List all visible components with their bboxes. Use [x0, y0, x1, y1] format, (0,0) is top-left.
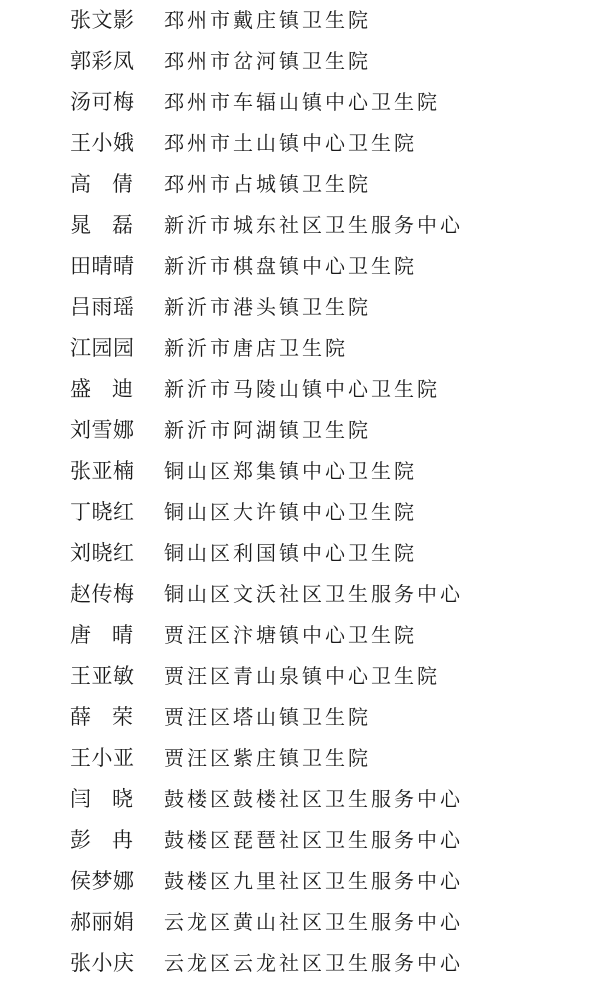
list-item: [0, 492, 600, 532]
person-name: 汤可梅: [70, 90, 135, 114]
person-name: 王小娥: [70, 131, 135, 155]
work-unit: 贾汪区青山泉镇中心卫生院: [164, 664, 440, 688]
list-item: [0, 533, 600, 573]
list-item: [0, 123, 600, 163]
work-unit: 邳州市车辐山镇中心卫生院: [164, 90, 440, 114]
person-name: 吕雨瑶: [70, 295, 135, 319]
person-name: 张小庆: [70, 951, 135, 975]
list-item: [0, 820, 600, 860]
work-unit: 鼓楼区琵琶社区卫生服务中心: [164, 828, 463, 852]
person-name: 高倩: [70, 172, 154, 196]
person-name: 郝丽娟: [70, 910, 135, 934]
work-unit: 邳州市岔河镇卫生院: [164, 49, 371, 73]
person-name: 侯梦娜: [70, 869, 135, 893]
list-item: [0, 697, 600, 737]
work-unit: 铜山区郑集镇中心卫生院: [164, 459, 417, 483]
person-name: 晁磊: [70, 213, 154, 237]
person-name: 郭彩凤: [70, 49, 135, 73]
work-unit: 新沂市棋盘镇中心卫生院: [164, 254, 417, 278]
person-name: 薛荣: [70, 705, 154, 729]
work-unit: 鼓楼区鼓楼社区卫生服务中心: [164, 787, 463, 811]
list-item: [0, 779, 600, 819]
person-name: 王小亚: [70, 746, 135, 770]
person-name: 王亚敏: [70, 664, 135, 688]
list-item: [0, 164, 600, 204]
list-item: [0, 82, 600, 122]
work-unit: 鼓楼区九里社区卫生服务中心: [164, 869, 463, 893]
work-unit: 新沂市唐店卫生院: [164, 336, 348, 360]
work-unit: 邳州市土山镇中心卫生院: [164, 131, 417, 155]
work-unit: 云龙区云龙社区卫生服务中心: [164, 951, 463, 975]
work-unit: 新沂市阿湖镇卫生院: [164, 418, 371, 442]
person-name: 刘雪娜: [70, 418, 135, 442]
person-name: 盛迪: [70, 377, 154, 401]
list-item: [0, 287, 600, 327]
list-item: [0, 902, 600, 942]
list-item: [0, 0, 600, 40]
work-unit: 贾汪区塔山镇卫生院: [164, 705, 371, 729]
list-item: [0, 205, 600, 245]
work-unit: 铜山区大许镇中心卫生院: [164, 500, 417, 524]
list-item: [0, 861, 600, 901]
person-name: 江园园: [70, 336, 135, 360]
person-name: 刘晓红: [70, 541, 135, 565]
work-unit: 新沂市马陵山镇中心卫生院: [164, 377, 440, 401]
list-item: [0, 41, 600, 81]
list-item: [0, 738, 600, 778]
person-name: 闫晓: [70, 787, 154, 811]
person-name: 张亚楠: [70, 459, 135, 483]
work-unit: 铜山区文沃社区卫生服务中心: [164, 582, 463, 606]
work-unit: 贾汪区紫庄镇卫生院: [164, 746, 371, 770]
list-item: [0, 656, 600, 696]
list-item: [0, 328, 600, 368]
work-unit: 新沂市港头镇卫生院: [164, 295, 371, 319]
person-name: 田晴晴: [70, 254, 135, 278]
work-unit: 铜山区利国镇中心卫生院: [164, 541, 417, 565]
list-item: [0, 574, 600, 614]
list-item: [0, 451, 600, 491]
list-item: [0, 943, 600, 983]
person-name: 彭冉: [70, 828, 154, 852]
person-name: 赵传梅: [70, 582, 135, 606]
work-unit: 云龙区黄山社区卫生服务中心: [164, 910, 463, 934]
work-unit: 新沂市城东社区卫生服务中心: [164, 213, 463, 237]
person-name: 唐晴: [70, 623, 154, 647]
work-unit: 邳州市戴庄镇卫生院: [164, 8, 371, 32]
list-item: [0, 369, 600, 409]
work-unit: 邳州市占城镇卫生院: [164, 172, 371, 196]
list-item: [0, 410, 600, 450]
person-name: 张文影: [70, 8, 135, 32]
work-unit: 贾汪区汴塘镇中心卫生院: [164, 623, 417, 647]
person-name: 丁晓红: [70, 500, 135, 524]
list-item: [0, 615, 600, 655]
list-item: [0, 246, 600, 286]
